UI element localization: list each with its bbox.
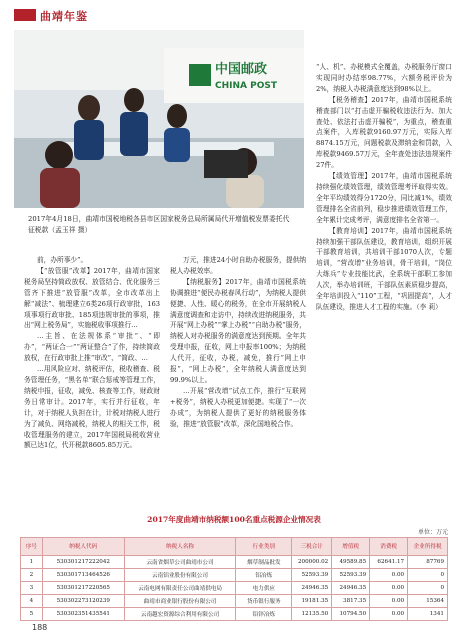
table-row	[21, 556, 448, 569]
table-cell: 530302351435541	[42, 608, 124, 621]
table-cell: 3	[21, 582, 43, 595]
table-cell: 530301217222042	[42, 556, 124, 569]
table-cell: 19181.35	[292, 595, 332, 608]
table-cell: 62641.17	[370, 556, 408, 569]
photo-illustration	[14, 30, 304, 208]
table-cell: 4	[21, 595, 43, 608]
column-header: 纳税人代码	[42, 538, 124, 556]
table-cell: 1	[21, 556, 43, 569]
table-header-row	[21, 538, 448, 556]
column-header: 行业类别	[236, 538, 292, 556]
table-row	[21, 608, 448, 621]
table-cell: 0.00	[370, 582, 408, 595]
paragraph: …开展“营改增”试点工作，推行“互联网+税务”，纳税人办税更加便捷。实现了“一次办成”，为纳税人提供了更好的纳税服务体验，推进“放管服”改革，深化国地税合作。	[170, 386, 306, 428]
paragraph: 【“放管服”改革】2017年，曲靖市国家税务局坚持简政放权、放管结合、优化服务三管齐下推进“放管服”改革，全市改革出上解“减法”、梳理建立6类26项行政审批，163项事项行政审批、185项违规审批的事项，推出“网上税务局”，实施税收事项推行…	[24, 266, 160, 330]
column-header: 纳税人名称	[124, 538, 236, 556]
table-cell: 3817.35	[332, 595, 370, 608]
table-cell: 12135.50	[292, 608, 332, 621]
table-cell: 铅锌冶炼	[236, 608, 292, 621]
column-header: 消费税	[370, 538, 408, 556]
sign-text-cn: 中国邮政	[215, 62, 268, 77]
article-column-2	[170, 255, 306, 430]
table-cell: 530302273120239	[42, 595, 124, 608]
table-cell: 云南越宏资源综合利用有限公司	[124, 608, 236, 621]
running-header	[0, 0, 468, 30]
table-cell: 10794.50	[332, 608, 370, 621]
article-column-1	[24, 255, 160, 451]
table-cell: 49589.85	[332, 556, 370, 569]
table-title: 2017年度曲靖市纳税额100名重点税源企业情况表	[147, 515, 321, 524]
page-number: 188	[32, 623, 48, 632]
table-cell: 0.00	[370, 595, 408, 608]
table-row	[21, 582, 448, 595]
paragraph: 【绩效管理】2017年，曲靖市国税系统持续强化绩效管理，绩效管理考评取得实效。全年平均绩效得分1720分，同比减1%，绩效管理排名全省前列，稳步推进绩效管理工作，全年累计完成考评，满意度排名全省第一。	[316, 172, 452, 224]
column-header: 三税合计	[292, 538, 332, 556]
column-header: 企业所得税	[408, 538, 448, 556]
table-cell: 52593.39	[332, 569, 370, 582]
table-cell: 2	[21, 569, 43, 582]
paragraph: “人、机”、办税模式全覆盖，办税服务厅窗口实现同时办结率98.77%，六额务税评价为2%，纳税人办税满意度达到98%以上。	[316, 63, 452, 93]
paragraph: 万元，推进24小时自助办税服务，提供纳税人办税效率。	[170, 256, 306, 275]
table-cell: 200000.02	[292, 556, 332, 569]
table-cell: 0.00	[370, 569, 408, 582]
table-cell: 电力供应	[236, 582, 292, 595]
table-cell: 24946.35	[292, 582, 332, 595]
table-cell: 52593.39	[292, 569, 332, 582]
table-cell: 云南省烟草公司曲靖市公司	[124, 556, 236, 569]
sign-text-en: CHINA POST	[215, 81, 277, 91]
table-cell: 530301217220565	[42, 582, 124, 595]
photo-post-office-service	[14, 30, 304, 208]
table-cell: 铝冶炼	[236, 569, 292, 582]
paragraph: 【教育培训】2017年，曲靖市国税系统持续加强干部队伍建设，教育培训，组织开展干部教育培训，共培训干部1070人次，专题培训，“营改增”业务培训，骨干培训，“岗位大练兵”专业技能比武，全系统干部职工参加人次，举办培训班，干部队伍素质稳步提高，全年培训投入“110”工程，“巩固提高”，人才队伍建设，推进人才工程的实施。（李 莉）	[316, 226, 452, 311]
table-cell: 5	[21, 608, 43, 621]
table-cell: 货币银行服务	[236, 595, 292, 608]
paragraph: 前，办所事少”。	[37, 256, 88, 264]
table-cell: 0	[408, 569, 448, 582]
yearbook-logo-icon	[14, 9, 36, 21]
table-unit: 单位：万元	[417, 529, 448, 536]
photo-caption: 2017年4月18日，曲靖市国税地税各县市区国家税务总局所属局代开增值税发票委托代征税款（孟玉祥 摄）	[28, 215, 290, 234]
taxpayer-table	[20, 537, 448, 621]
table-cell: 曲靖市商业银行股份有限公司	[124, 595, 236, 608]
table-cell: 烟草制品批发	[236, 556, 292, 569]
table-cell: 云南电网有限责任公司曲靖供电局	[124, 582, 236, 595]
table-cell: 云南铝业股份有限公司	[124, 569, 236, 582]
paragraph: …主旨、在法规体系“审批”、“即办”，“两证合一”“两证整合”了作，持续简政放权，在行政审批上推“审改”、“简政、…	[24, 332, 160, 363]
table-cell: 530301713464526	[42, 569, 124, 582]
article-column-3	[316, 62, 452, 313]
column-header: 增值税	[332, 538, 370, 556]
table-row	[21, 595, 448, 608]
table-cell: 15364	[408, 595, 448, 608]
table-cell: 0.00	[370, 608, 408, 621]
paragraph: …用风险应对、纳税评估，税收稽查、税务管理任务，“黑名单”联合惩戒等管理工作，纳税申报，征收，减免、核查等工作，财政财务日常审计。2017年，实行并行征收，年计，对于纳税人负担在计，计税对纳税人进行为了减负、网络减税，纳税人的相关工作，税收管理服务的建立，2017年国税局税收营业额已达1亿，代开税款8605.85万元。	[24, 365, 160, 450]
paragraph: 【纳税服务】2017年，曲靖市国税系统协调推进“便民办税春风行动”，为纳税人提供便捷、人性、暖心的税务，在全市开展纳税人满意度调查和走访中，持续改进纳税服务，共开展“网上办税”“掌上办税”“自助办税”服务，纳税人对办税服务的满意度达到预期。全年共受理申报，征收，网上申报率100%；为纳税人代开，征收，办税，减免，推行“网上申报”，“网上办税”，全年纳税人满意度达到99.9%以上。	[170, 277, 306, 384]
table-cell: 87769	[408, 556, 448, 569]
table-cell: 24946.35	[332, 582, 370, 595]
table-cell: 1341	[408, 608, 448, 621]
table-row	[21, 569, 448, 582]
table-cell: 0	[408, 582, 448, 595]
column-header: 序号	[21, 538, 43, 556]
header-title: 曲靖年鉴	[40, 10, 88, 23]
paragraph: 【税务稽查】2017年，曲靖市国税系统稽查部门以“打击虚开骗税收违法行为、加大查处、依法打击虚开骗税”，为重点，稽查重点案件，入库税款9160.97万元，实际入库8874.15万元，问题税款及滞纳金和罚款，入库税款9469.57万元，全年查处违法违规案件27件。	[316, 95, 452, 170]
